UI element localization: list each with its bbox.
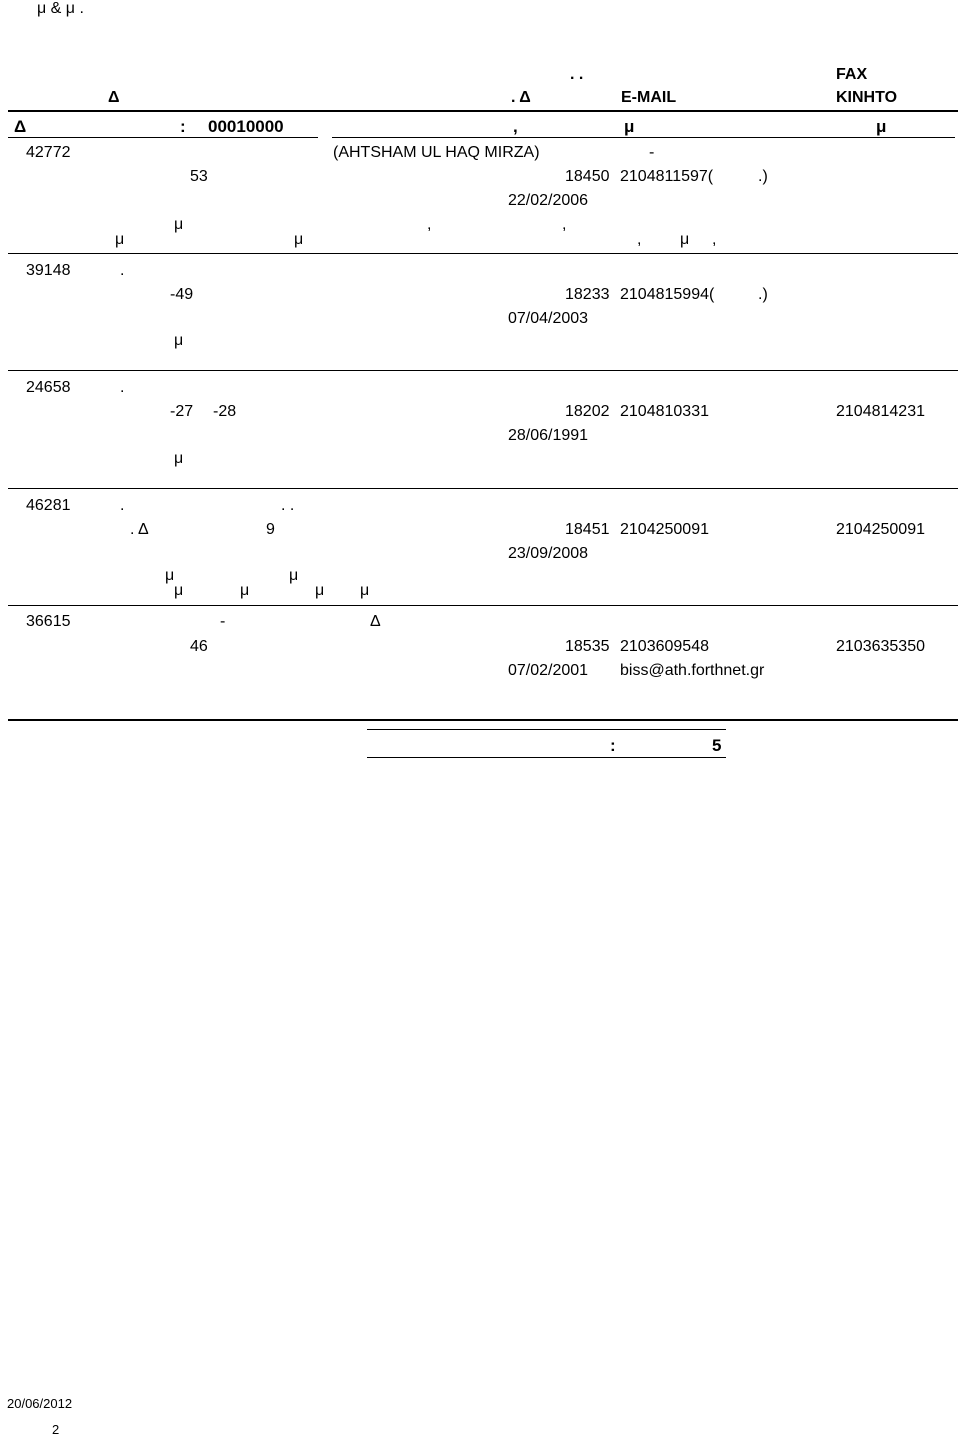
header-mobile: KINHTO [836, 89, 898, 106]
record-phone: 2103609548 [620, 638, 709, 655]
record-phone: 2104815994( [620, 286, 715, 303]
record-email[interactable]: biss@ath.forthnet.gr [620, 662, 765, 679]
record-name: . . [281, 497, 295, 514]
record-note: μ [174, 332, 184, 349]
record-code: 42772 [26, 144, 71, 161]
record-phone: 2104810331 [620, 403, 709, 420]
header-email: E-MAIL [621, 89, 677, 106]
record-address: -28 [213, 403, 237, 420]
totals-underline [367, 757, 726, 758]
record-note: , [562, 216, 567, 233]
record-note: μ [294, 231, 304, 248]
record-note: , [637, 231, 642, 248]
record-note: μ [115, 231, 125, 248]
totals-rule [8, 719, 958, 721]
header-dot-delta: . Δ [511, 89, 531, 106]
record-date: 28/06/1991 [508, 427, 589, 444]
totals-overline [367, 729, 726, 730]
record-divider [8, 605, 958, 606]
page-title: μ & μ . [37, 0, 84, 17]
record-date: 07/02/2001 [508, 662, 589, 679]
record-note: μ [240, 582, 250, 599]
record-phone-suffix: .) [758, 286, 768, 303]
record-name: (AHTSHAM UL HAQ MIRZA) [333, 144, 540, 161]
record-name: . [120, 262, 125, 279]
record-fax: 2104814231 [836, 403, 925, 420]
record-note: μ [174, 450, 184, 467]
group-mu-1: μ [624, 117, 635, 136]
record-name: Δ [370, 613, 381, 630]
record-code: 39148 [26, 262, 71, 279]
record-address: 9 [266, 521, 275, 538]
total-count: 5 [712, 736, 722, 755]
record-note: μ [289, 567, 299, 584]
record-note: μ [174, 216, 184, 233]
record-note: μ [680, 231, 690, 248]
record-code: 46281 [26, 497, 71, 514]
header-fax: FAX [836, 66, 868, 83]
record-postcode: 18233 [565, 286, 610, 303]
record-dash: - [220, 613, 226, 630]
record-name: . [120, 497, 125, 514]
record-postcode: 18535 [565, 638, 610, 655]
record-note: μ [174, 582, 184, 599]
header-delta: Δ [108, 89, 120, 106]
header-dots: . . [570, 66, 584, 83]
group-delta: Δ [14, 117, 27, 136]
record-phone-suffix: .) [758, 168, 768, 185]
record-name: . [120, 379, 125, 396]
record-date: 22/02/2006 [508, 192, 589, 209]
record-address: . Δ [130, 521, 149, 538]
record-dash: - [649, 144, 655, 161]
record-code: 24658 [26, 379, 71, 396]
record-fax: 2104250091 [836, 521, 925, 538]
record-note: μ [165, 567, 175, 584]
group-comma: , [513, 117, 518, 136]
total-colon: : [610, 736, 616, 755]
page-number: 2 [52, 1422, 60, 1437]
record-address: -49 [170, 286, 194, 303]
record-divider [8, 488, 958, 489]
record-postcode: 18450 [565, 168, 610, 185]
record-note: μ [315, 582, 325, 599]
record-divider [8, 370, 958, 371]
record-note: , [712, 231, 717, 248]
record-address: 53 [190, 168, 208, 185]
record-fax: 2103635350 [836, 638, 925, 655]
record-date: 07/04/2003 [508, 310, 589, 327]
group-colon: : [180, 117, 186, 136]
footer-date: 20/06/2012 [7, 1396, 73, 1411]
record-phone: 2104811597( [620, 168, 714, 185]
group-mu-2: μ [876, 117, 887, 136]
record-date: 23/09/2008 [508, 545, 589, 562]
group-underline-right [332, 137, 955, 138]
record-address: 46 [190, 638, 208, 655]
group-underline-left [8, 137, 318, 138]
record-divider [8, 253, 958, 254]
record-postcode: 18202 [565, 403, 610, 420]
record-note: , [427, 216, 432, 233]
record-address: -27 [170, 403, 194, 420]
record-note: μ [360, 582, 370, 599]
group-code: 00010000 [208, 117, 284, 136]
record-postcode: 18451 [565, 521, 610, 538]
record-phone: 2104250091 [620, 521, 709, 538]
header-rule [8, 110, 958, 112]
record-code: 36615 [26, 613, 71, 630]
